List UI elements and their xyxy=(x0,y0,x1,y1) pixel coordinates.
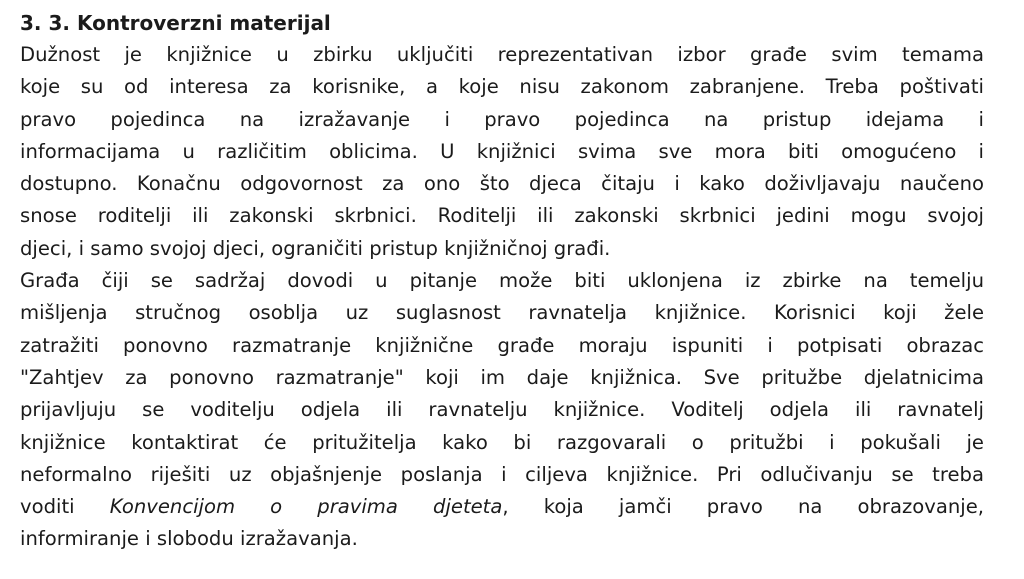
text-line: snose roditelji ili zakonski skrbnici. Roditelji ili zakonski skrbnici jedini mogu svojoj xyxy=(20,204,984,228)
text-fragment: voditi xyxy=(20,495,110,519)
section-heading: 3. 3. Kontroverzni materijal xyxy=(20,11,331,35)
text-line: knjižnice kontaktirat će pritužitelja kako bi razgovarali o pritužbi i pokušali je xyxy=(20,430,984,454)
text-line: pravo pojedinca na izražavanje i pravo pojedinca na pristup idejama i xyxy=(20,107,984,131)
convention-title: Konvencijom o pravima djeteta xyxy=(109,495,503,519)
text-line: informiranje i slobodu izražavanja. xyxy=(20,527,358,551)
text-line: Građa čiji se sadržaj dovodi u pitanje može biti uklonjena iz zbirke na temelju xyxy=(20,269,984,293)
text-line: mišljenja stručnog osoblja uz suglasnost ravnatelja knjižnice. Korisnici koji žele xyxy=(20,301,984,325)
text-line: informacijama u različitim oblicima. U knjižnici svima sve mora biti omogućeno i xyxy=(20,139,984,163)
text-line: neformalno riješiti uz objašnjenje poslanja i ciljeva knjižnice. Pri odlučivanju se treba xyxy=(20,462,984,486)
text-line: djeci, i samo svojoj djeci, ograničiti pristup knjižničnoj građi. xyxy=(20,236,611,260)
text-line: koje su od interesa za korisnike, a koje nisu zakonom zabranjene. Treba poštivati xyxy=(20,75,984,99)
text-line-with-italic xyxy=(20,491,984,523)
text-line: Dužnost je knjižnice u zbirku uključiti reprezentativan izbor građe svim temama xyxy=(20,43,984,66)
document-page xyxy=(20,10,984,556)
text-fragment: , koja jamči pravo na obrazovanje, xyxy=(502,495,984,519)
text-line: prijavljuju se voditelju odjela ili ravnatelju knjižnice. Voditelj odjela ili ravnatelj xyxy=(20,398,984,422)
text-line: zatražiti ponovno razmatranje knjižnične građe moraju ispuniti i potpisati obrazac xyxy=(20,333,984,357)
text-line: dostupno. Konačnu odgovornost za ono što djeca čitaju i kako doživljavaju naučeno xyxy=(20,172,984,196)
paragraph-2 xyxy=(20,265,984,556)
paragraph-1 xyxy=(20,39,984,265)
text-line: "Zahtjev za ponovno razmatranje" koji im daje knjižnica. Sve pritužbe djelatnicima xyxy=(20,365,984,389)
